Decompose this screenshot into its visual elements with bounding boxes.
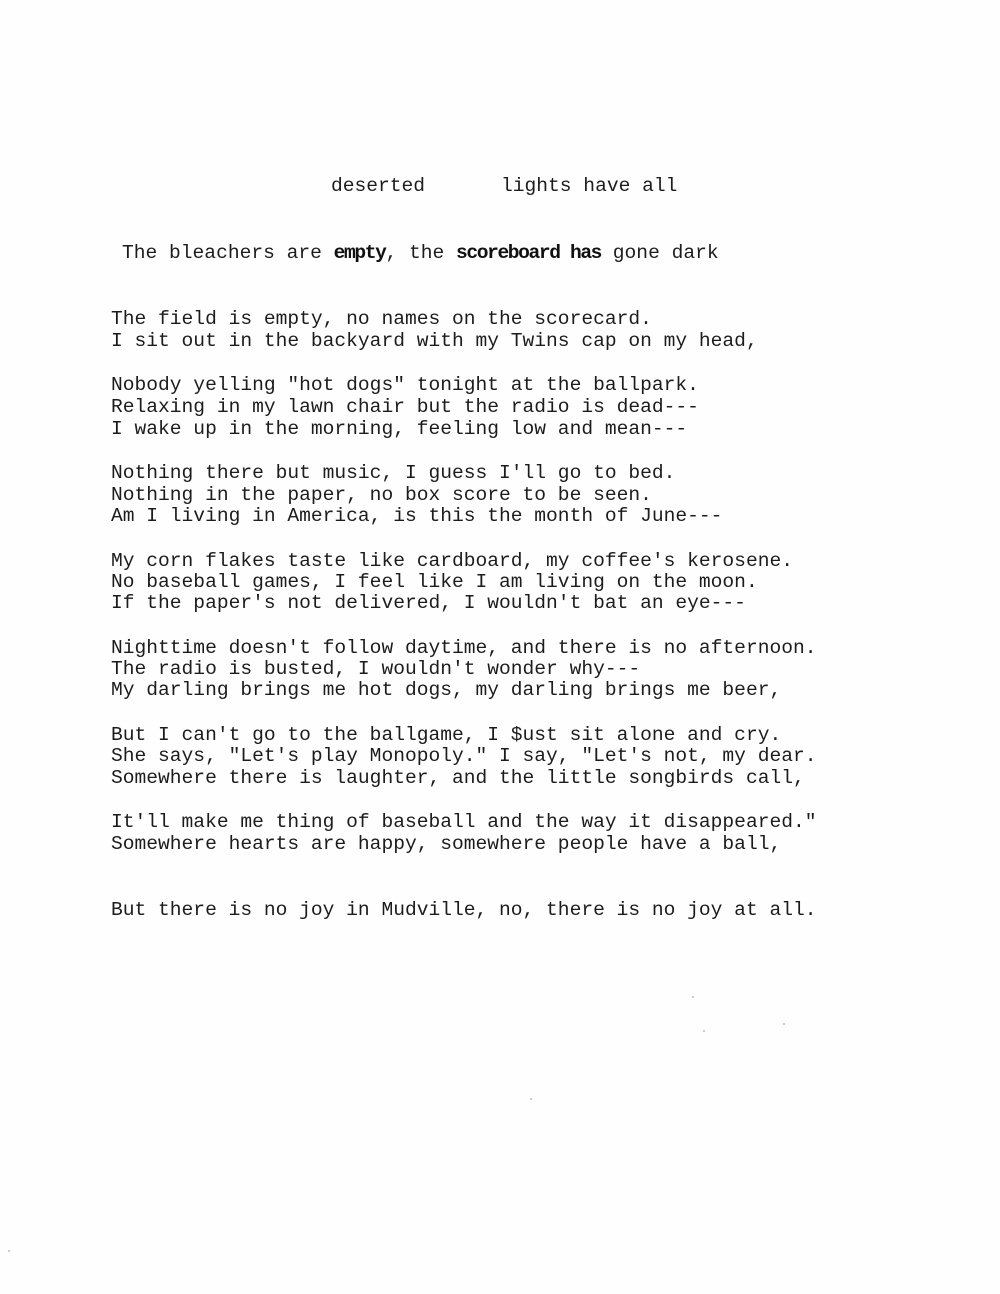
poem-line: If the paper's not delivered, I wouldn't bat an eye--- bbox=[111, 592, 746, 614]
poem-line: But there is no joy in Mudville, no, there is no joy at all. bbox=[111, 899, 817, 921]
scan-speck bbox=[783, 1023, 785, 1025]
struck-out-phrase: scoreboard has bbox=[456, 242, 602, 264]
poem-line: I wake up in the morning, feeling low and mean--- bbox=[111, 418, 688, 440]
insertion-line bbox=[0, 175, 678, 197]
scan-speck bbox=[8, 1250, 10, 1252]
scan-speck bbox=[703, 1030, 705, 1032]
poem-line: Somewhere hearts are happy, somewhere people have a ball, bbox=[111, 833, 782, 855]
scan-speck bbox=[530, 1098, 532, 1100]
poem-line: Nothing there but music, I guess I'll go to bed. bbox=[111, 462, 676, 484]
poem-line bbox=[122, 242, 719, 264]
poem-line: No baseball games, I feel like I am living on the moon. bbox=[111, 571, 758, 593]
poem-line: The field is empty, no names on the scorecard. bbox=[111, 308, 652, 330]
poem-line: But I can't go to the ballgame, I $ust sit alone and cry. bbox=[111, 724, 782, 746]
scan-speck bbox=[692, 996, 694, 998]
poem-line: The radio is busted, I wouldn't wonder why--- bbox=[111, 658, 641, 680]
struck-out-word: empty bbox=[333, 242, 386, 264]
poem-line: My darling brings me hot dogs, my darling brings me beer, bbox=[111, 679, 782, 701]
poem-line: Nothing in the paper, no box score to be seen. bbox=[111, 484, 652, 506]
poem-line: Am I living in America, is this the month of June--- bbox=[111, 505, 723, 527]
poem-line: Somewhere there is laughter, and the little songbirds call, bbox=[111, 767, 805, 789]
poem-line: My corn flakes taste like cardboard, my coffee's kerosene. bbox=[111, 550, 793, 572]
line-text: gone dark bbox=[601, 242, 719, 264]
poem-line: It'll make me thing of baseball and the way it disappeared." bbox=[111, 811, 817, 833]
insertion-lights-have-all: lights have all bbox=[501, 175, 678, 197]
line-text: The bleachers are bbox=[122, 242, 334, 264]
line-text: , the bbox=[385, 242, 457, 264]
stanza-7 bbox=[111, 723, 817, 965]
poem-line: She says, "Let's play Monopoly." I say, "Let's not, my dear. bbox=[111, 745, 817, 767]
poem-line: Relaxing in my lawn chair but the radio is dead--- bbox=[111, 396, 699, 418]
poem-line: I sit out in the backyard with my Twins cap on my head, bbox=[111, 330, 758, 352]
poem-line: Nobody yelling "hot dogs" tonight at the ballpark. bbox=[111, 374, 699, 396]
insertion-deserted: deserted bbox=[331, 175, 426, 197]
poem-line: Nighttime doesn't follow daytime, and there is no afternoon. bbox=[111, 637, 817, 659]
